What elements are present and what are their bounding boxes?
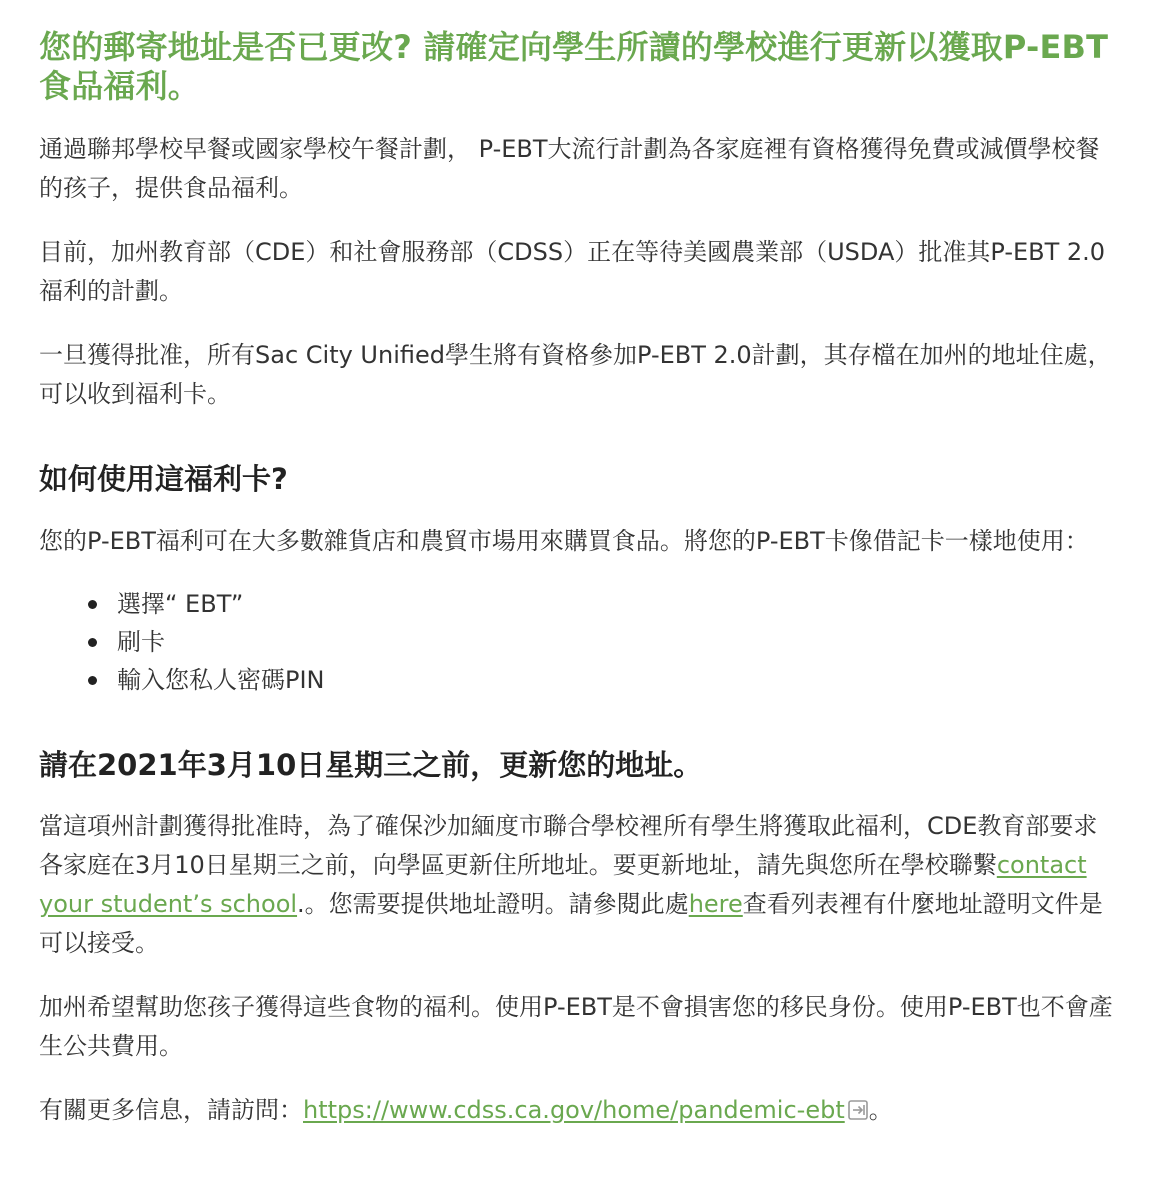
- list-item: [88, 661, 1119, 699]
- how-to-use-text: 您的P-EBT福利可在大多數雜貨店和農貿市場用來購買食品。將您的P-EBT卡像借記卡一樣地使用：: [39, 527, 1089, 555]
- usage-steps-list: [39, 585, 1119, 699]
- deadline-text-start: 當這項州計劃獲得批准時，為了確保沙加緬度市聯合學校裡所有學生將獲取此福利，CDE教育部要求各家庭在3月10日星期三之前，向學區更新住所地址。要更新地址，請先與您所在學校聯繫: [39, 812, 1098, 879]
- step-label: 刷卡: [117, 628, 165, 656]
- external-link-icon: [847, 1099, 869, 1121]
- deadline-text-middle: .。您需要提供地址證明。請參閱此處: [297, 890, 689, 918]
- intro-paragraph-1: 通過聯邦學校早餐或國家學校午餐計劃， P-EBT大流行計劃為各家庭裡有資格獲得免費或減價學校餐的孩子，提供食品福利。: [39, 135, 1100, 202]
- more-info-paragraph: [39, 1091, 1119, 1130]
- more-info-end: 。: [868, 1096, 893, 1124]
- here-link[interactable]: here: [688, 890, 743, 918]
- cdss-link[interactable]: [303, 1096, 869, 1124]
- intro-paragraph-2: 目前，加州教育部（CDE）和社會服務部（CDSS）正在等待美國農業部（USDA）批准其P-EBT 2.0福利的計劃。: [39, 238, 1106, 305]
- step-label: 選擇“ EBT”: [117, 590, 244, 618]
- intro-paragraph-3: 一旦獲得批准，所有Sac City Unified學生將有資格參加P-EBT 2.0計劃，其存檔在加州的地址住處，可以收到福利卡。: [39, 341, 1112, 408]
- list-item: [88, 623, 1119, 661]
- bullet-icon: [88, 676, 97, 685]
- deadline-text-end: 查看列表裡有什麼地址證明文件是可以接受。: [39, 890, 1103, 957]
- article-content: [39, 28, 1119, 1130]
- cdss-link-text: https://www.cdss.ca.gov/home/pandemic-ebt: [303, 1096, 845, 1124]
- more-info-label: 有關更多信息，請訪問：: [39, 1096, 303, 1124]
- how-to-use-heading: 如何使用這福利卡?: [39, 462, 288, 496]
- step-label: 輸入您私人密碼PIN: [117, 666, 325, 694]
- bullet-icon: [88, 638, 97, 647]
- immigration-note-paragraph: 加州希望幫助您孩子獲得這些食物的福利。使用P-EBT是不會損害您的移民身份。使用P-EBT也不會產生公共費用。: [39, 993, 1113, 1060]
- deadline-heading: 請在2021年3月10日星期三之前，更新您的地址。: [39, 748, 703, 782]
- list-item: [88, 585, 1119, 623]
- bullet-icon: [88, 600, 97, 609]
- contact-school-link[interactable]: contact your student’s school: [39, 851, 1087, 918]
- page-headline: 您的郵寄地址是否已更改? 請確定向學生所讀的學校進行更新以獲取P-EBT食品福利。: [39, 28, 1109, 105]
- deadline-paragraph: [39, 807, 1119, 963]
